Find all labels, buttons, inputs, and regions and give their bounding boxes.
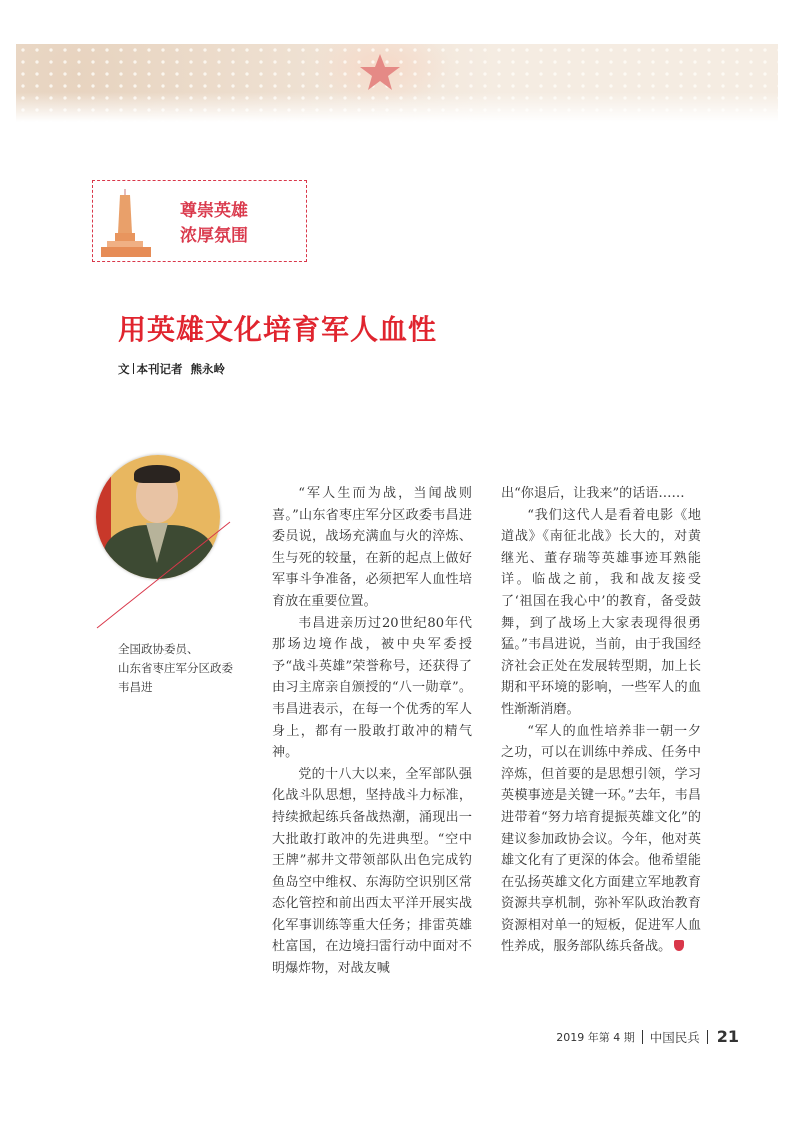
byline — [118, 361, 225, 377]
paragraph: 韦昌进亲历过20世纪80年代那场边境作战，被中央军委授予“战斗英雄”荣誉称号，还获得了由习主席亲自颁授的“八一勋章”。韦昌进表示，在每一个优秀的军人身上，都有一股敢打敢冲的精气神。 — [272, 615, 472, 761]
column-tag-line2: 浓厚氛围 — [180, 226, 248, 246]
photo-caption — [118, 640, 233, 697]
byline-prefix: 文 — [118, 362, 130, 376]
red-star-icon — [350, 50, 410, 95]
paragraph: 党的十八大以来，全军部队强化战斗队思想，坚持战斗力标准，持续掀起练兵备战热潮，涌现出一大批敢打敢冲的先进典型。“空中王牌”郝井文带领部队出色完成钓鱼岛空中维权、东海防空识别区常态化管控和前出西太平洋开展实战化军事训练等重大任务；排雷英雄杜富国，在边境扫雷行动中面对不明爆炸物，对战友喊 — [272, 766, 472, 977]
body-column-2 — [501, 483, 701, 958]
column-tag-box — [92, 180, 307, 262]
divider — [707, 1030, 708, 1044]
column-tag-line1: 尊崇英雄 — [180, 201, 248, 221]
byline-author: 熊永岭 — [190, 362, 226, 376]
divider — [642, 1030, 643, 1044]
page-footer — [556, 1027, 739, 1046]
caption-line: 全国政协委员、 — [118, 642, 199, 656]
caption-line: 山东省枣庄军分区政委 — [118, 661, 233, 675]
body-column-1 — [272, 483, 472, 980]
issue-label: 2019 年第 4 期 — [556, 1030, 635, 1044]
magazine-name: 中国民兵 — [649, 1029, 700, 1045]
divider — [133, 363, 134, 374]
monument-icon — [99, 189, 155, 259]
paragraph-text: “军人的血性培养非一朝一夕之功，可以在训练中养成、任务中淬炼，但首要的是思想引领，学习英模事迹是关键一环。”去年，韦昌进带着“努力培育提振英雄文化”的建议参加政协会议。今年，他对英雄文化有了更深的体会。他希望能在弘扬英雄文化方面建立军地教育资源共享机制，弥补军队政治教育资源相对单一的短板，促进军人血性养成，服务部队练兵备战。 — [501, 723, 701, 955]
paragraph-continuation: 出“你退后，让我来”的话语…… — [501, 486, 685, 501]
paragraph: “我们这代人是看着电影《地道战》《南征北战》长大的，对黄继光、董存瑞等英雄事迹耳熟能详。临战之前，我和战友接受了‘祖国在我心中’的教育，备受鼓舞，到了战场上大家表现得很勇猛。”韦昌进说，当前，由于我国经济社会正处在发展转型期，加上长期和平环境的影响，一些军人的血性渐渐消磨。 — [501, 507, 701, 717]
end-mark-icon — [674, 940, 684, 951]
page-number: 21 — [716, 1027, 739, 1046]
article-title: 用英雄文化培育军人血性 — [118, 313, 438, 346]
paragraph: “军人生而为战，当闻战则喜。”山东省枣庄军分区政委韦昌进委员说，战场充满血与火的淬炼、生与死的较量，在新的起点上做好军事斗争准备，必须把军人血性培育放在重要位置。 — [272, 486, 472, 609]
caption-line: 韦昌进 — [118, 680, 153, 694]
paragraph — [501, 721, 701, 959]
byline-role: 本刊记者 — [136, 362, 183, 376]
header-banner-ceiling-image — [16, 44, 778, 122]
diagonal-accent-line — [95, 520, 235, 630]
